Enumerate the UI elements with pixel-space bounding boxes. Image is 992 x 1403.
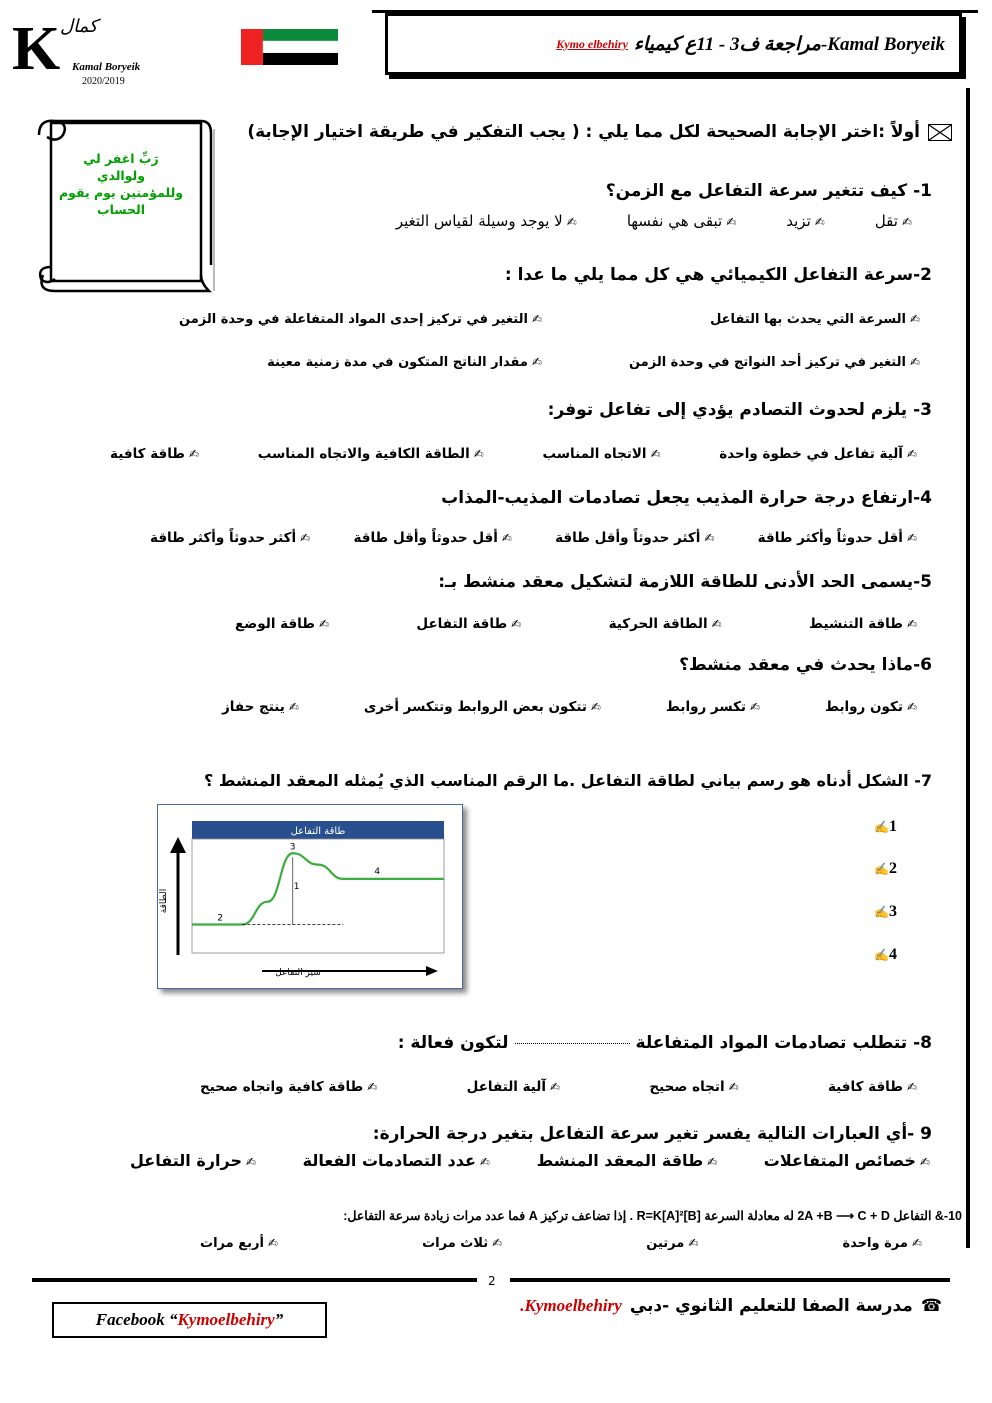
q3-option-2[interactable]: ✍الاتجاه المناسب	[542, 446, 661, 462]
q6-option-2[interactable]: ✍تكسر روابط	[665, 699, 761, 715]
q7-option-3[interactable]: ✍3	[874, 903, 897, 920]
q9-option-4[interactable]: ✍حرارة التفاعل	[130, 1151, 257, 1170]
phone-icon: ☎	[920, 1296, 942, 1316]
chart-point-label-1: 1	[293, 881, 300, 892]
q4-option-1[interactable]: ✍أقل حدوثاً وأكثر طاقة	[757, 530, 917, 546]
question-8-options	[200, 1079, 917, 1095]
chart-svg	[158, 805, 462, 988]
q7-option-1[interactable]: ✍1	[874, 818, 897, 835]
question-8	[398, 1033, 932, 1053]
q10-option-1[interactable]: ✍مرة واحدة	[842, 1236, 922, 1251]
q8-option-3[interactable]: ✍آلية التفاعل	[466, 1079, 561, 1095]
q3-option-1[interactable]: ✍آلية تفاعل في خطوة واحدة	[719, 446, 917, 462]
question-6: 6-ماذا يحدث في معقد منشط؟	[679, 655, 932, 675]
chart-plot-area	[192, 839, 444, 953]
q2-option-4[interactable]: ✍مقدار الناتج المتكون في مدة زمنية معينة	[267, 355, 542, 370]
prayer-line-1: رَبِّ اغفر لي	[83, 151, 159, 166]
chart-y-arrowhead	[170, 837, 186, 853]
chart-point-label-2: 2	[217, 913, 223, 924]
scroll-prayer-text	[48, 150, 194, 218]
question-10: 10-& التفاعل 2A +B ⟶ C + D له معادلة السرعة R=K[A]²[B] . إذا تضاعف تركيز A فما عدد مرات زيادة سرعة التفاعل:	[343, 1209, 962, 1223]
q8-text-after: لتكون فعالة :	[397, 1033, 509, 1053]
chart-y-label: الطاقة	[159, 888, 169, 914]
q2-option-3[interactable]: ✍التغير في تركيز أحد النواتج في وحدة الزمن	[628, 355, 920, 370]
q8-blank[interactable]	[515, 1043, 630, 1044]
question-5: 5-يسمى الحد الأدنى للطاقة اللازمة لتشكيل معقد منشط بـ:	[438, 572, 932, 592]
envelope-icon	[928, 124, 952, 141]
prayer-line-2: ولوالدي	[97, 168, 145, 183]
chart-x-label: سير التفاعل	[275, 968, 321, 978]
q4-option-4[interactable]: ✍أكثر حدوثاً وأكثر طاقة	[150, 530, 311, 546]
chart-title: طاقة التفاعل	[290, 826, 346, 837]
right-margin-rule	[966, 88, 970, 1248]
header-signature: Kymo elbehiry	[556, 36, 628, 51]
question-6-options	[222, 699, 917, 715]
q5-option-2[interactable]: ✍الطاقة الحركية	[608, 616, 722, 632]
question-1: 1- كيف تتغير سرعة التفاعل مع الزمن؟	[605, 181, 932, 201]
q5-option-4[interactable]: ✍طاقة الوضع	[235, 616, 330, 632]
question-9-options	[130, 1151, 930, 1170]
q3-option-3[interactable]: ✍الطاقة الكافية والاتجاه المناسب	[257, 446, 484, 462]
q6-option-3[interactable]: ✍تتكون بعض الروابط وتتكسر أخرى	[363, 699, 601, 715]
logo-year: 2020/2019	[82, 76, 125, 87]
prayer-line-4: الحساب	[97, 202, 145, 217]
question-9: 9 -أي العبارات التالية يفسر تغير سرعة التفاعل بتغير درجة الحرارة:	[372, 1124, 932, 1144]
q8-text-before: 8- تتطلب تصادمات المواد المتفاعلة	[635, 1033, 932, 1053]
q10-option-2[interactable]: ✍مرتين	[646, 1236, 699, 1251]
question-4: 4-ارتفاع درجة حرارة المذيب يجعل تصادمات المذيب-المذاب	[441, 488, 932, 508]
question-2: 2-سرعة التفاعل الكيميائي هي كل مما يلي ما عدا :	[504, 265, 932, 285]
logo-letter: K	[12, 15, 61, 83]
facebook-suffix: ”	[274, 1310, 284, 1329]
q8-option-1[interactable]: ✍طاقة كافية	[827, 1079, 917, 1095]
question-5-options	[235, 616, 917, 632]
school-name: مدرسة الصفا للتعليم الثانوي -دبي	[629, 1296, 913, 1316]
q2-option-2[interactable]: ✍التغير في تركيز إحدى المواد المتفاعلة في وحدة الزمن	[179, 312, 542, 327]
uae-flag-icon	[241, 29, 338, 65]
footer-rule-left	[32, 1278, 477, 1282]
header-title: Kamal Boryeik-مراجعة ف3 - 11ع كيمياء	[633, 33, 945, 55]
q10-option-3[interactable]: ✍ثلاث مرات	[422, 1236, 503, 1251]
q8-option-2[interactable]: ✍اتجاه صحيح	[649, 1079, 739, 1095]
question-4-options	[150, 530, 917, 546]
section-heading	[247, 122, 952, 142]
chart-point-label-3: 3	[289, 842, 296, 853]
q9-option-3[interactable]: ✍عدد التصادمات الفعالة	[302, 1151, 490, 1170]
question-3-options	[110, 446, 917, 462]
school-footer	[520, 1296, 942, 1316]
chart-x-arrowhead	[426, 966, 438, 976]
q2-option-1[interactable]: ✍السرعة التي يحدث بها التفاعل	[710, 312, 920, 327]
q4-option-2[interactable]: ✍أكثر حدوثاً وأقل طاقة	[555, 530, 715, 546]
logo-signature: كمال	[60, 16, 98, 37]
chart-point-label-4: 4	[374, 866, 381, 877]
q4-option-3[interactable]: ✍أقل حدوثاً وأقل طاقة	[353, 530, 512, 546]
school-brand: Kymoelbehiry.	[520, 1296, 622, 1315]
q6-option-1[interactable]: ✍تكون روابط	[825, 699, 917, 715]
q5-option-1[interactable]: ✍طاقة التنشيط	[809, 616, 917, 632]
q6-option-4[interactable]: ✍ينتج حفاز	[222, 699, 299, 715]
logo-name: Kamal Boryeik	[72, 61, 141, 73]
q3-option-4[interactable]: ✍طاقة كافية	[110, 446, 200, 462]
q1-option-3[interactable]: ✍تبقى هي نفسها	[626, 212, 737, 230]
q9-option-1[interactable]: ✍خصائص المتفاعلات	[763, 1151, 930, 1170]
question-3: 3- يلزم لحدوث التصادم يؤدي إلى تفاعل توفر:	[547, 400, 932, 420]
q1-option-4[interactable]: ✍لا يوجد وسيلة لقياس التغير	[395, 212, 577, 230]
prayer-line-3: وللمؤمنين يوم يقوم	[58, 185, 184, 200]
q7-option-2[interactable]: ✍2	[874, 860, 897, 877]
header-title-box	[385, 13, 962, 75]
question-1-options	[396, 212, 912, 230]
facebook-prefix: Facebook “	[95, 1310, 178, 1329]
facebook-box[interactable]	[52, 1302, 327, 1338]
reaction-energy-chart	[157, 804, 463, 989]
page-number: 2	[488, 1274, 496, 1288]
footer-rule-right	[510, 1278, 950, 1282]
question-10-options	[200, 1236, 922, 1251]
question-7: 7- الشكل أدناه هو رسم بياني لطاقة التفاعل .ما الرقم المناسب الذي يُمثله المعقد المنشط ؟	[204, 771, 932, 790]
section-title: أولاً :اختر الإجابة الصحيحة لكل مما يلي : ( يجب التفكير في طريقة اختيار الإجابة)	[247, 122, 920, 142]
q8-option-4[interactable]: ✍طاقة كافية واتجاه صحيح	[200, 1079, 378, 1095]
q1-option-1[interactable]: ✍تقل	[874, 212, 912, 230]
q1-option-2[interactable]: ✍تزيد	[786, 212, 825, 230]
q5-option-3[interactable]: ✍طاقة التفاعل	[416, 616, 522, 632]
q7-option-4[interactable]: ✍4	[874, 946, 897, 963]
facebook-name: Kymoelbehiry	[177, 1310, 275, 1329]
q10-option-4[interactable]: ✍أربع مرات	[200, 1236, 278, 1251]
q9-option-2[interactable]: ✍طاقة المعقد المنشط	[536, 1151, 718, 1170]
